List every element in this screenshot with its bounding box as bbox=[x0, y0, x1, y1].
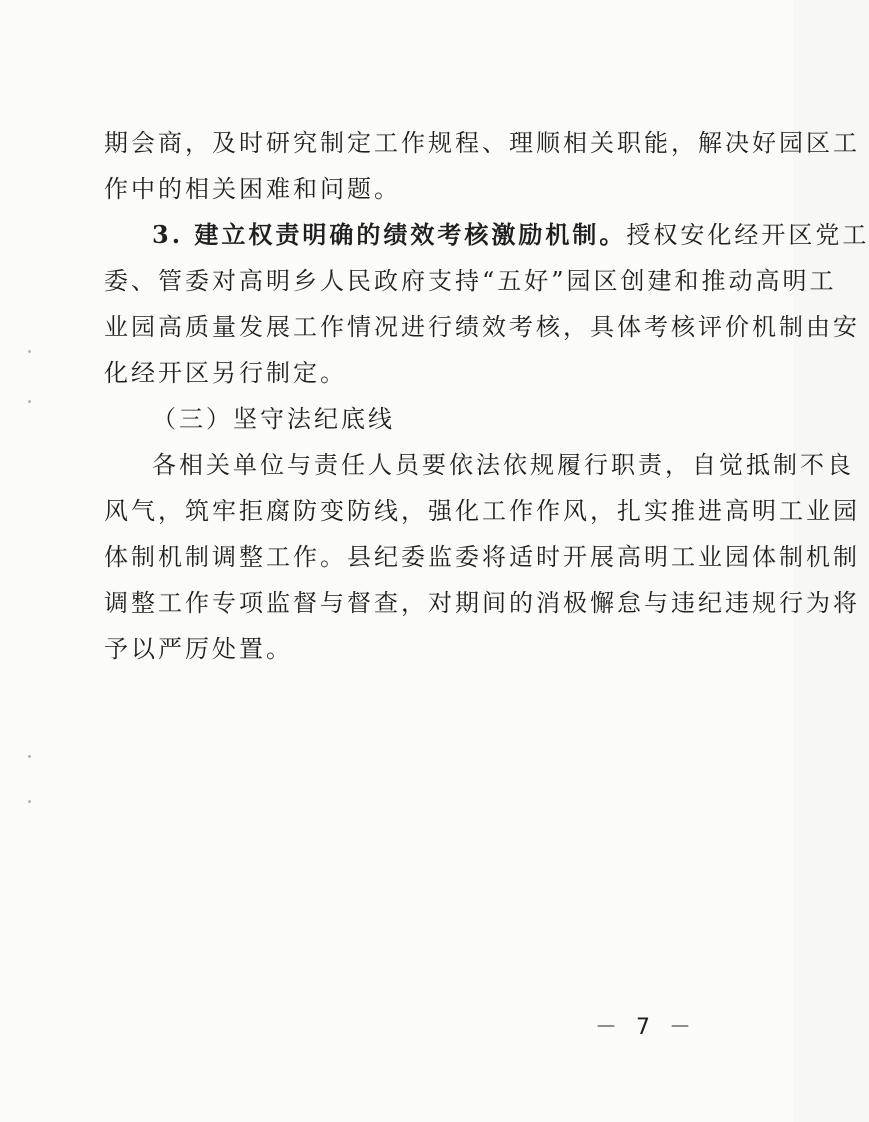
text-line: 委、管委对高明乡人民政府支持“五好”园区创建和推动高明工 bbox=[104, 267, 837, 295]
scan-speck bbox=[28, 800, 31, 803]
text-line bbox=[104, 212, 869, 258]
text-line: 调整工作专项监督与督查，对期间的消极懈怠与违纪违规行为将 bbox=[104, 589, 860, 617]
text-line: 期会商，及时研究制定工作规程、理顺相关职能，解决好园区工 bbox=[104, 129, 860, 157]
heading-text: 授权安化经开区党工 bbox=[626, 221, 869, 249]
text-line: 予以严厉处置。 bbox=[104, 635, 293, 663]
scan-speck bbox=[28, 350, 31, 353]
document-body bbox=[104, 120, 869, 672]
text-line: 体制机制调整工作。县纪委监委将适时开展高明工业园体制机制 bbox=[104, 543, 860, 571]
text-line: 风气，筑牢拒腐防变防线，强化工作作风，扎实推进高明工业园 bbox=[104, 497, 860, 525]
text-line: 作中的相关困难和问题。 bbox=[104, 175, 401, 203]
scan-speck bbox=[28, 755, 31, 758]
section-heading: （三）坚守法纪底线 bbox=[152, 405, 395, 433]
text-line: 各相关单位与责任人员要依法依规履行职责，自觉抵制不良 bbox=[152, 451, 854, 479]
text-line: 化经开区另行制定。 bbox=[104, 359, 347, 387]
page-number: － 7 － bbox=[595, 1015, 697, 1040]
text-line: 业园高质量发展工作情况进行绩效考核，具体考核评价机制由安 bbox=[104, 313, 860, 341]
scan-speck bbox=[28, 400, 31, 403]
bold-heading: 3. 建立权责明确的绩效考核激励机制。 bbox=[152, 220, 627, 249]
